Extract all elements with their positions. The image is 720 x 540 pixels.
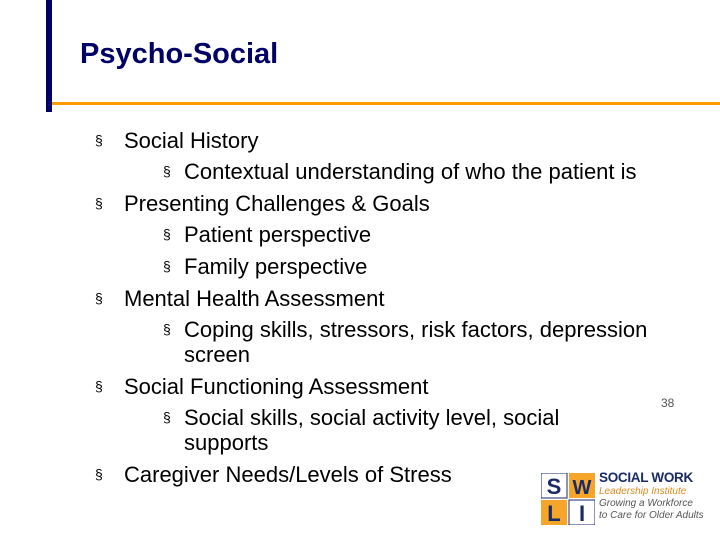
svg-text:I: I xyxy=(578,501,586,525)
bullet-item xyxy=(95,286,685,367)
logo-tagline-2: to Care for Older Adults xyxy=(599,510,704,521)
bullet-marker-icon: § xyxy=(163,321,171,337)
bullet-marker-icon: § xyxy=(95,378,103,394)
title-rule xyxy=(52,102,720,105)
logo-text xyxy=(599,470,714,522)
sub-bullet-text: Patient perspective xyxy=(184,222,372,247)
accent-bar xyxy=(46,0,52,112)
sub-bullet-item xyxy=(163,317,685,367)
bullet-marker-icon: § xyxy=(163,163,171,179)
sub-bullet-list xyxy=(124,159,685,184)
swli-logo-icon xyxy=(541,473,595,525)
slide-title: Psycho-Social xyxy=(80,38,279,70)
bullet-text: Mental Health Assessment xyxy=(124,286,385,311)
bullet-marker-icon: § xyxy=(95,132,103,148)
sub-bullet-item xyxy=(163,222,685,247)
bullet-item xyxy=(95,128,685,184)
sub-bullet-text: Coping skills, stressors, risk factors, depression screen xyxy=(184,317,648,367)
sub-bullet-item xyxy=(163,405,604,455)
bullet-text: Social Functioning Assessment xyxy=(124,374,429,399)
sub-bullet-list xyxy=(124,405,685,455)
bullet-marker-icon: § xyxy=(95,290,103,306)
bullet-marker-icon: § xyxy=(163,226,171,242)
page-number: 38 xyxy=(661,396,675,410)
bullet-marker-icon: § xyxy=(95,466,103,482)
bullet-marker-icon: § xyxy=(95,195,103,211)
svg-text:W: W xyxy=(572,477,592,499)
logo-title: SOCIAL WORK xyxy=(599,470,693,485)
sub-bullet-text: Family perspective xyxy=(184,254,368,279)
sub-bullet-text: Social skills, social activity level, social supports xyxy=(184,405,560,455)
bullet-marker-icon: § xyxy=(163,409,171,425)
bullet-text: Presenting Challenges & Goals xyxy=(124,191,430,216)
bullet-text: Caregiver Needs/Levels of Stress xyxy=(124,462,452,487)
sub-bullet-item xyxy=(163,254,685,279)
sub-bullet-text: Contextual understanding of who the patient is xyxy=(184,159,637,184)
sub-bullet-list xyxy=(124,222,685,279)
social-work-leadership-logo xyxy=(541,470,711,528)
bullet-item xyxy=(95,191,685,279)
bullet-text: Social History xyxy=(124,128,259,153)
logo-tagline-1: Growing a Workforce xyxy=(599,498,693,509)
svg-text:S: S xyxy=(546,474,562,499)
bullet-list xyxy=(95,128,685,494)
logo-subtitle: Leadership Institute xyxy=(599,486,687,497)
bullet-marker-icon: § xyxy=(163,258,171,274)
sub-bullet-item xyxy=(163,159,685,184)
bullet-item xyxy=(95,374,685,455)
sub-bullet-list xyxy=(124,317,685,367)
svg-text:L: L xyxy=(547,501,561,525)
